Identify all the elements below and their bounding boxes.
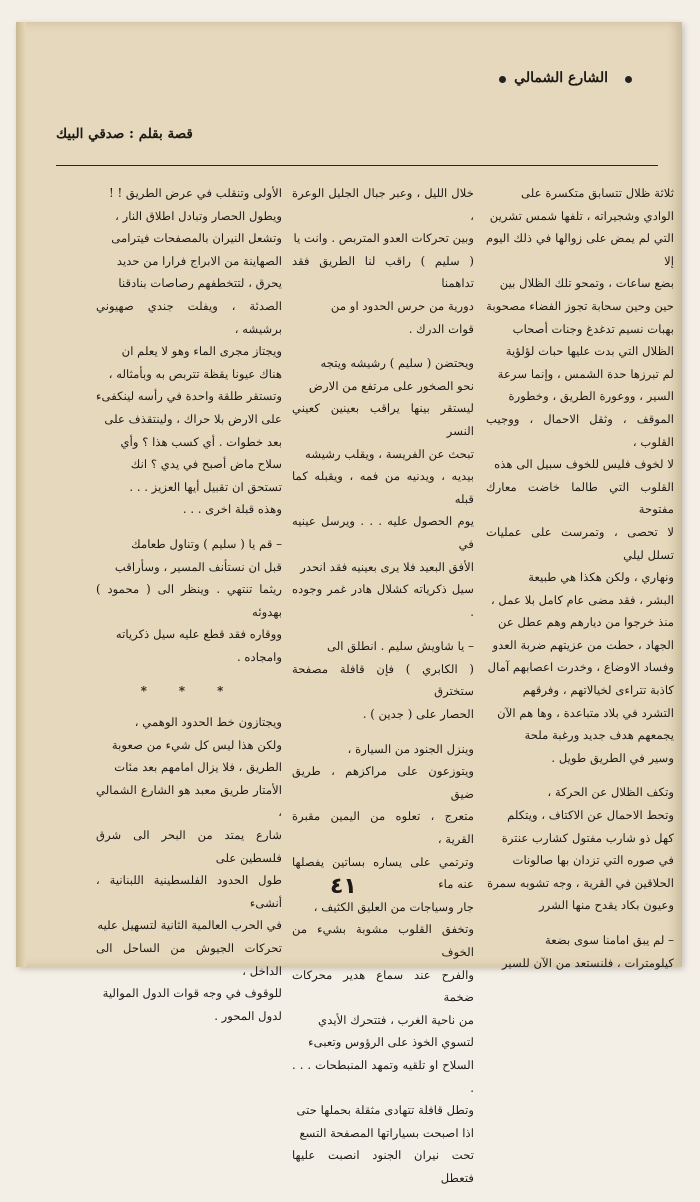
paragraph: – لم يبق امامنا سوى بضعة كيلومترات ، فلنستعد من الآن للسير (501, 933, 674, 970)
page-header (56, 70, 656, 90)
page-number: ٤١ (330, 874, 357, 899)
paragraph: – قم يا ( سليم ) وتناول طعامك قبل ان نستأنف المسير ، وسأراقب ريثما تنتهي . وينظر الى ( محمود ) بهدوئه ووقاره فقد قطع عليه سيل ذكرياته وامجاده . (96, 536, 282, 664)
paragraph: الأولى وتنقلب في عرض الطريق ! ! ويطول الحصار وتبادل اطلاق النار ، وتشعل النيران بالمصفحات فيترامى الصهاينة من الابراج فرارا من حديد يحرق ، لتتخطفهم رصاصات بنادقنا الصدئة ، ويفلت جندي صهيوني برشيشه ، ويجتاز مجرى الماء وهو لا يعلم ان هناك عيونا يقظة تتربص به وبأمثاله ، وتستقر طلقة واحدة في رأسه لينكفىء على الارض بلا حراك ، ولينتقذف على بعد خطوات . أي كسب هذا ؟ وأي سلاح ماض أصبح في يدي ؟ انك تستحق ان تقبيل أيها العزيز . . . وهذه قبلة اخرى . . . (95, 186, 282, 517)
running-head: الشارع الشمالي (514, 70, 608, 86)
paragraph: ثلاثة ظلال تتسابق متكسرة على الوادي وشجيراته ، تلفها شمس تشرين التي لم يمض على زوالها في ذلك اليوم إلا بضع ساعات ، وتمحو تلك الظلال بين حين وحين سحابة تجوز الفضاء مصحوبة بهبات نسيم تدغدغ وجنات أصحاب الظلال التي بدت عليها حبات لؤلؤية لم تبرزها حدة الشمس ، وإنما سرعة السير ، ووعورة الطريق ، وخطورة الموقف ، وثقل الاحمال ، ووجيب القلوب ، لا لخوف فليس للخوف سبيل الى هذه القلوب التي طالما خاضت معارك مفتوحة لا تحصى ، وتمرست على عمليات تسلل ليلي ونهاري ، ولكن هكذا هي طبيعة البشر ، فقد مضى عام كامل بلا عمل ، منذ خرجوا من ديارهم وهم عطل عن الجهاد ، حطت من عزيتهم ضربة العدو وفساد الاوضاع ، وخدرت اعصابهم آمال كاذبة تتراءى لخيالاتهم ، وفرقهم التشرد في بلاد متباعدة ، وها هم الآن يجمعهم هدف جديد ورغبة ملحة وسير في الطريق طويل . (486, 186, 674, 765)
byline: قصة بقلم : صدقي البيك (56, 126, 193, 142)
paragraph: وتكف الظلال عن الحركة ، وتحط الاحمال عن الاكتاف ، ويتكلم كهل ذو شارب مفتول كشارب عنترة في صوره التي تزدان بها صالونات الحلاقين في القرية ، وجه تشوبه سمرة وعيون بكاد يقدح منها الشرر (487, 785, 674, 913)
bullet-icon (499, 76, 506, 83)
paragraph: ويحتضن ( سليم ) رشيشه ويتجه نحو الصخور على مرتفع من الارض ليستقر بينها يراقب بعينين كعيني النسر تبحث عن الفريسة ، ويقلب رشيشه بيديه ، ويدنيه من فمه ، ويقبله كما قبله يوم الحصول عليه . . . ويرسل عينيه في الأفق البعيد فلا يرى بعينيه فقد انحدر سيل ذكرياته كشلال هادر غمر وجوده . (292, 356, 474, 619)
paragraph: ويجتازون خط الحدود الوهمي ، ولكن هذا ليس كل شيء من صعوبة الطريق ، فلا يزال امامهم بعد مئات الأمتار طريق معبد هو الشارع الشمالي ، شارع يمتد من البحر الى شرق فلسطين على طول الحدود الفلسطينية اللبنانية ، أنشىء في الحرب العالمية الثانية لتسهيل عليه تحركات الجيوش من الساحل الى الداخل ، للوقوف في وجه قوات الدول الموالية لدول المحور . (96, 715, 282, 1023)
column-right (486, 182, 674, 986)
paragraph: وينزل الجنود من السيارة ، ويتوزعون على مراكزهم ، طريق ضيق متعرج ، تعلوه من اليمين مقبرة القرية ، وترتمي على يساره بساتين يفصلها عنه ماء جار وسياجات من العليق الكثيف ، وتخفق القلوب مشوبة بشيء من الخوف والفرح عند سماع هدير محركات ضخمة من ناحية الغرب ، فتتحرك الأيدي لتسوي الخوذ على الرؤوس وتعبىء السلاح او تلقيه وتمهد المنبطحات . . . . وتطل قافلة تتهادى مثقلة بحملها حتى اذا اصبحت بسياراتها المصفحة التسع تحت نيران الجنود انصبت عليها فتعطل (292, 741, 474, 1185)
header-divider (56, 165, 658, 166)
column-middle (292, 182, 474, 1202)
magazine-page (16, 22, 682, 1185)
paragraph: خلال الليل ، وعبر جبال الجليل الوعرة ، وبين تحركات العدو المتربص . وانت يا ( سليم ) راقب لنا الطريق فقد تداهمنا دورية من حرس الحدود او من قوات الدرك . (292, 186, 474, 336)
column-left (96, 182, 282, 1039)
section-separator: * * * (140, 684, 238, 699)
paragraph: – يا شاويش سليم . انطلق الى ( الكابري ) فإن قافلة مصفحة ستخترق الحصار على ( جدين ) . (292, 639, 474, 722)
bullet-icon (625, 76, 632, 83)
